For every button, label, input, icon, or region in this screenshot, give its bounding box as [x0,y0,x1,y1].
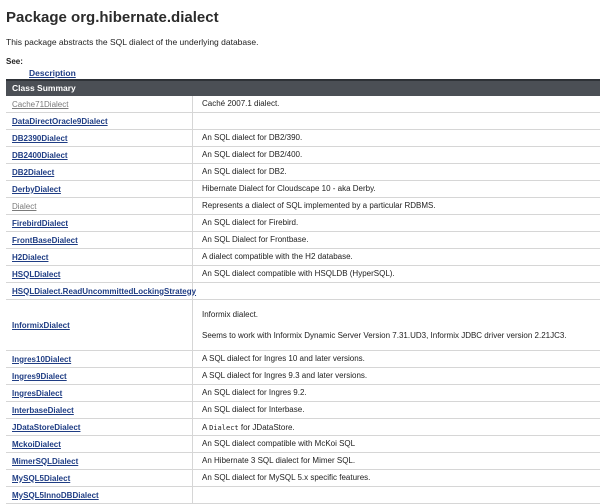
class-description-text: Caché 2007.1 dialect. [202,98,600,110]
class-link[interactable]: IngresDialect [12,389,62,398]
table-row [6,130,600,147]
class-name-cell [6,453,193,470]
table-row [6,113,600,130]
class-link[interactable]: MySQL5InnoDBDialect [12,491,99,500]
class-link[interactable]: JDataStoreDialect [12,423,80,432]
class-description-text: An SQL dialect compatible with McKoi SQL [202,438,600,450]
table-row [6,249,600,266]
table-row [6,198,600,215]
see-label: See: [6,57,600,66]
class-description-text: An SQL dialect for DB2/390. [202,132,600,144]
table-row [6,300,600,351]
class-name-cell [6,351,193,368]
table-row [6,351,600,368]
class-description-text: Informix dialect. [202,309,600,321]
table-row [6,487,600,504]
class-description-text: A SQL dialect for Ingres 9.3 and later versions. [202,370,600,382]
table-row [6,266,600,283]
class-description-text: An SQL dialect for Interbase. [202,404,600,416]
class-name-cell [6,300,193,351]
class-description-cell [193,164,600,181]
class-description-cell [193,351,600,368]
class-link[interactable]: DB2400Dialect [12,151,68,160]
table-row [6,368,600,385]
class-description-text: A dialect compatible with the H2 database. [202,251,600,263]
class-description-cell [193,470,600,487]
class-description-text: A SQL dialect for Ingres 10 and later versions. [202,353,600,365]
class-description-cell [193,96,600,113]
class-description-cell [193,487,600,504]
class-description-text: An SQL dialect for Firebird. [202,217,600,229]
package-page [0,8,600,78]
class-description-cell [193,385,600,402]
class-name-cell [6,96,193,113]
class-description-cell [193,198,600,215]
class-name-cell [6,402,193,419]
description-spacer [202,321,600,330]
class-link[interactable]: HSQLDialect.ReadUncommittedLockingStrategy [12,287,196,296]
table-row [6,385,600,402]
class-summary-header: Class Summary [6,79,600,96]
class-description-text: An SQL dialect compatible with HSQLDB (HyperSQL). [202,268,600,280]
class-description-cell [193,249,600,266]
table-row [6,419,600,436]
class-description-text: An SQL dialect for Ingres 9.2. [202,387,600,399]
class-description-cell [193,436,600,453]
class-link[interactable]: FrontBaseDialect [12,236,78,245]
class-description-cell [193,368,600,385]
class-description-cell [193,130,600,147]
table-row [6,164,600,181]
class-link[interactable]: H2Dialect [12,253,48,262]
table-row [6,96,600,113]
class-description-cell [193,215,600,232]
class-link[interactable]: DB2Dialect [12,168,54,177]
class-link[interactable]: MimerSQLDialect [12,457,78,466]
class-link[interactable]: Cache71Dialect [12,100,68,109]
class-description-cell [193,300,600,351]
class-link[interactable]: MckoiDialect [12,440,61,449]
class-name-cell [6,130,193,147]
class-link[interactable]: DerbyDialect [12,185,61,194]
class-link[interactable]: HSQLDialect [12,270,60,279]
class-name-cell [6,385,193,402]
class-link[interactable]: DB2390Dialect [12,134,68,143]
class-link[interactable]: InterbaseDialect [12,406,74,415]
table-row [6,283,600,300]
class-name-cell [6,283,193,300]
description-link[interactable]: Description [29,68,600,78]
class-description-text: Hibernate Dialect for Cloudscape 10 - aka Derby. [202,183,600,195]
class-name-cell [6,198,193,215]
class-name-cell [6,368,193,385]
class-name-cell [6,249,193,266]
class-description-text: An SQL dialect for MySQL 5.x specific features. [202,472,600,484]
class-link[interactable]: FirebirdDialect [12,219,68,228]
class-name-cell [6,113,193,130]
table-row [6,232,600,249]
package-title: Package org.hibernate.dialect [6,8,600,28]
class-name-cell [6,419,193,436]
class-link[interactable]: Ingres10Dialect [12,355,71,364]
class-description-text: A [202,423,209,432]
class-name-cell [6,181,193,198]
class-name-cell [6,164,193,181]
class-link[interactable]: MySQL5Dialect [12,474,70,483]
class-description-text: An SQL dialect for DB2. [202,166,600,178]
class-link[interactable]: DataDirectOracle9Dialect [12,117,108,126]
class-link[interactable]: Ingres9Dialect [12,372,67,381]
table-row [6,436,600,453]
class-summary-table [6,79,600,504]
class-link[interactable]: InformixDialect [12,321,70,330]
class-description-cell [193,419,600,436]
class-description-cell [193,181,600,198]
class-description-cell [193,232,600,249]
class-summary-body [6,96,600,504]
class-name-cell [6,215,193,232]
class-description-text: for JDataStore. [239,423,295,432]
code-snippet: Dialect [209,424,239,432]
table-row [6,453,600,470]
class-description-detail: Seems to work with Informix Dynamic Server Version 7.31.UD3, Informix JDBC driver version 2.21JC3. [202,330,600,342]
class-name-cell [6,266,193,283]
class-description-cell [193,453,600,470]
table-row [6,215,600,232]
class-description-text: An SQL dialect for DB2/400. [202,149,600,161]
table-row [6,181,600,198]
class-name-cell [6,436,193,453]
class-name-cell [6,487,193,504]
class-link[interactable]: Dialect [12,202,36,211]
class-description-text: An Hibernate 3 SQL dialect for Mimer SQL. [202,455,600,467]
class-description-cell [193,283,600,300]
class-name-cell [6,470,193,487]
class-description-cell [193,402,600,419]
table-row [6,470,600,487]
class-description-cell [193,147,600,164]
class-name-cell [6,147,193,164]
class-description-text: Represents a dialect of SQL implemented by a particular RDBMS. [202,200,600,212]
table-row [6,147,600,164]
package-description: This package abstracts the SQL dialect of the underlying database. [6,37,600,47]
class-description-text: An SQL Dialect for Frontbase. [202,234,600,246]
class-description-cell [193,266,600,283]
class-description-cell [193,113,600,130]
table-row [6,402,600,419]
class-name-cell [6,232,193,249]
